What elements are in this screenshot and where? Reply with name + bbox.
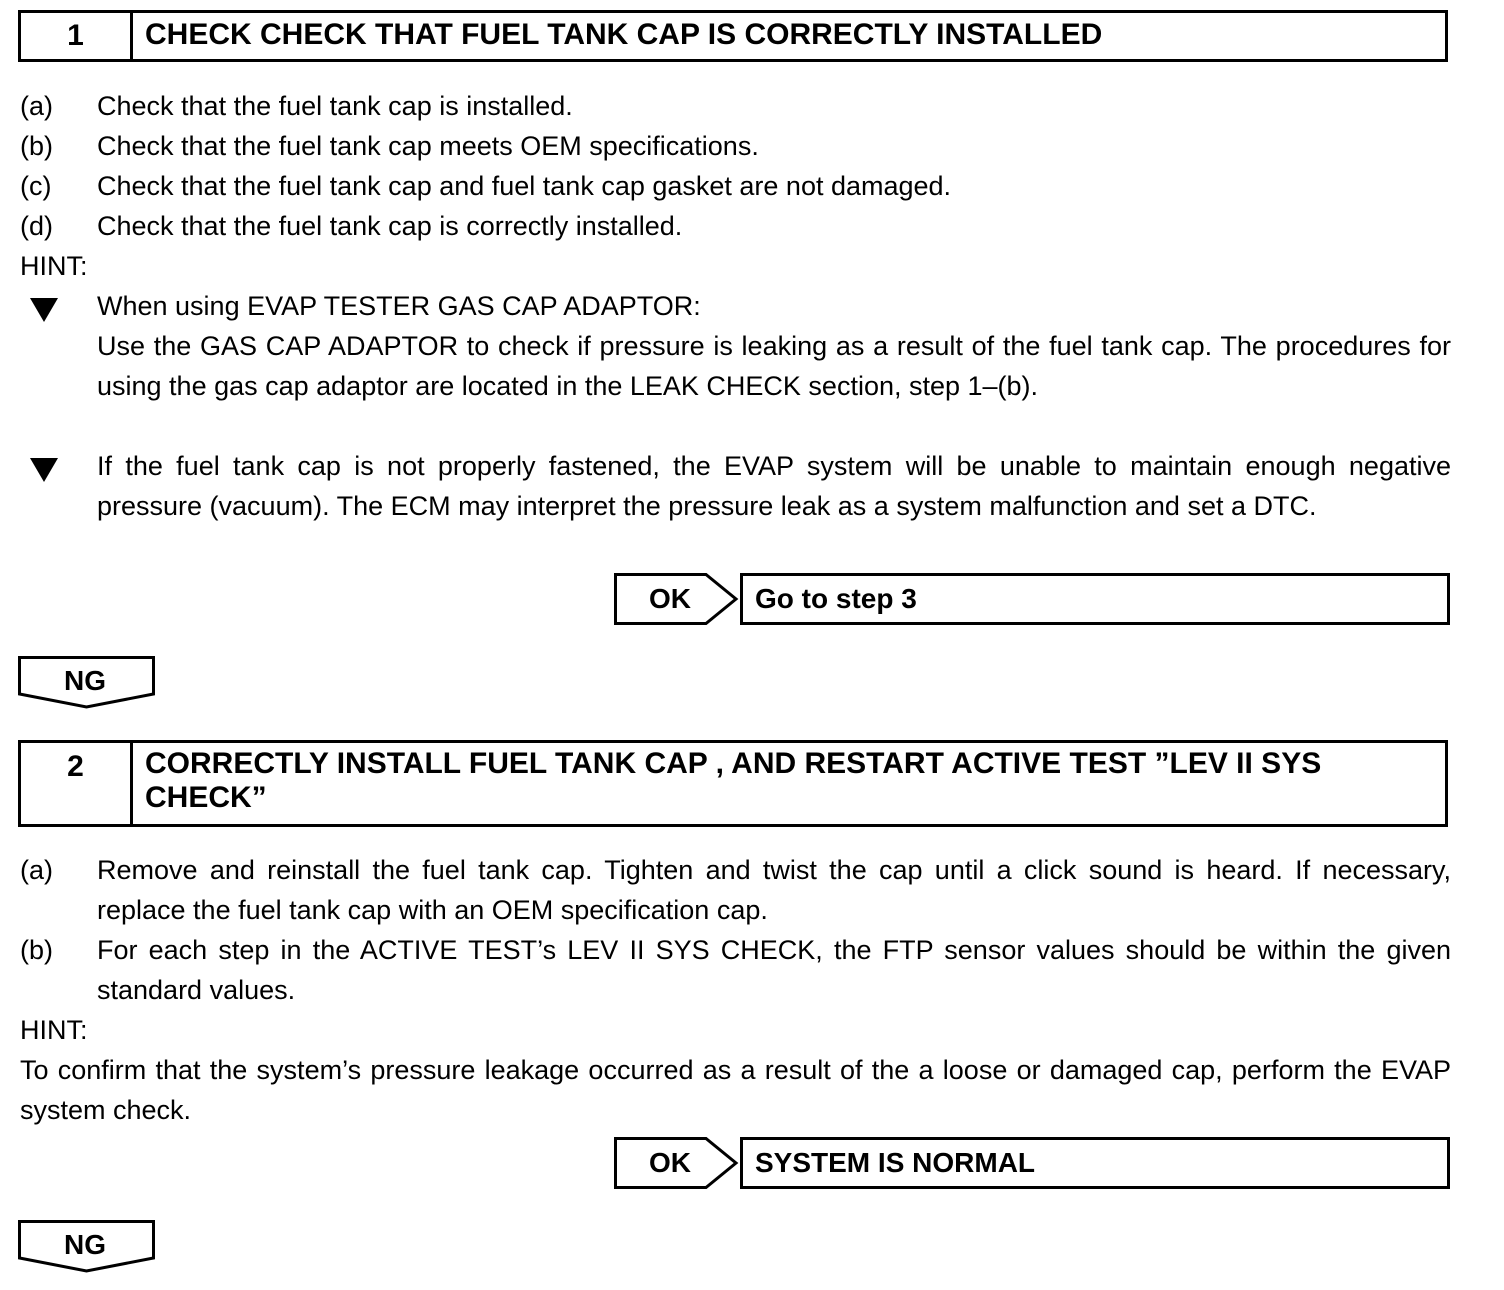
step-1-ok-branch xyxy=(614,573,1450,625)
step-2-ok-branch xyxy=(614,1137,1450,1189)
step-1-title: CHECK CHECK THAT FUEL TANK CAP IS CORRECTLY INSTALLED xyxy=(145,18,1103,51)
triangle-bullet-icon xyxy=(30,298,58,322)
step-2-number: 2 xyxy=(21,743,133,824)
step-1-number: 1 xyxy=(21,13,133,59)
step-2-item-a-label: (a) xyxy=(20,855,53,885)
step-1-ng-label: NG xyxy=(64,665,106,696)
step-2-title: CORRECTLY INSTALL FUEL TANK CAP , AND RESTART ACTIVE TEST ”LEV II SYS CHECK” xyxy=(145,747,1322,814)
step-2-hint-label: HINT: xyxy=(20,1015,88,1045)
step-1-header xyxy=(18,10,1448,62)
step-2-header xyxy=(18,740,1448,827)
step-2-item-b-text: For each step in the ACTIVE TEST’s LEV II SYS CHECK, the FTP sensor values should be within the given standard values. xyxy=(97,935,1451,1005)
step-2-hint-text: To confirm that the system’s pressure leakage occurred as a result of the a loose or damaged cap, perform the EVAP system check. xyxy=(20,1055,1451,1125)
step-2-item-a-text: Remove and reinstall the fuel tank cap. Tighten and twist the cap until a click sound is heard. If necessary, replace the fuel tank cap with an OEM specification cap. xyxy=(97,855,1451,925)
step-2-ng-label: NG xyxy=(64,1229,106,1260)
step-1-item-a-text: Check that the fuel tank cap is installed. xyxy=(97,91,573,121)
step-1-item-c-text: Check that the fuel tank cap and fuel tank cap gasket are not damaged. xyxy=(97,171,952,201)
step-1-item-b-label: (b) xyxy=(20,131,53,161)
step-1-hint-label: HINT: xyxy=(20,251,88,281)
step-1-item-a-label: (a) xyxy=(20,91,53,121)
step-2-ng-branch xyxy=(18,1220,156,1272)
step-1-ok-label: OK xyxy=(649,583,691,614)
step-2-item-b-label: (b) xyxy=(20,935,53,965)
step-1-ng-branch xyxy=(18,656,156,708)
step-1-hint-1-heading: When using EVAP TESTER GAS CAP ADAPTOR: xyxy=(97,291,701,321)
step-2-ok-label: OK xyxy=(649,1147,691,1178)
step-1-item-d-label: (d) xyxy=(20,211,53,241)
step-2-ok-result: SYSTEM IS NORMAL xyxy=(740,1137,1450,1189)
step-1-item-b-text: Check that the fuel tank cap meets OEM specifications. xyxy=(97,131,759,161)
step-1-ok-result: Go to step 3 xyxy=(740,573,1450,625)
triangle-bullet-icon xyxy=(30,458,58,482)
step-1-item-d-text: Check that the fuel tank cap is correctly installed. xyxy=(97,211,683,241)
step-1-hint-1-text: Use the GAS CAP ADAPTOR to check if pressure is leaking as a result of the fuel tank cap. The procedures for using the gas cap adaptor are located in the LEAK CHECK section, step 1–(b). xyxy=(97,331,1451,401)
step-1-item-c-label: (c) xyxy=(20,171,52,201)
step-1-hint-2-text: If the fuel tank cap is not properly fastened, the EVAP system will be unable to maintain enough negative pressure (vacuum). The ECM may interpret the pressure leak as a system malfunction and set a DTC. xyxy=(97,451,1451,521)
